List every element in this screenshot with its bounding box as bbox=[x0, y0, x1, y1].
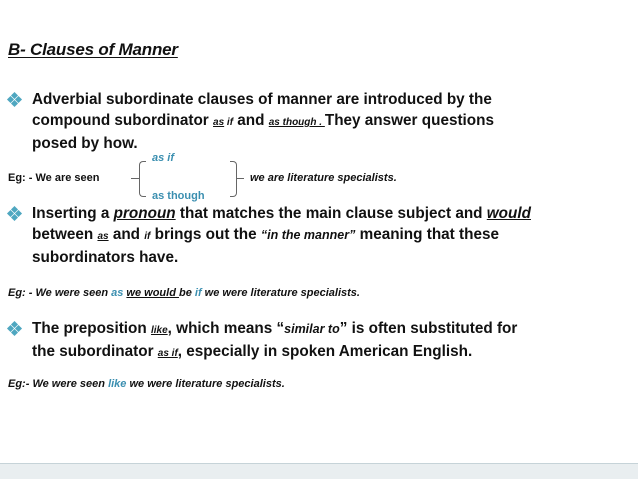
bullet-3-line-2 bbox=[32, 341, 517, 364]
example-1-suffix: we are literature specialists. bbox=[250, 172, 397, 184]
text-span: we were literature specialists. bbox=[126, 378, 285, 390]
if-keyword: if bbox=[224, 117, 234, 128]
bullet-3-text bbox=[32, 318, 517, 364]
slide-title: B- Clauses of Manner bbox=[8, 40, 178, 59]
pronoun-word: pronoun bbox=[113, 205, 176, 222]
example-2 bbox=[8, 287, 360, 299]
example-1-option-as-if: as if bbox=[152, 152, 175, 164]
diamond-bullet-icon bbox=[8, 207, 22, 221]
if-keyword: if bbox=[144, 231, 151, 242]
would-word: would bbox=[486, 205, 531, 222]
bullet-1-line-2 bbox=[32, 110, 494, 133]
as-though-keyword: as though . bbox=[268, 117, 325, 128]
diamond-bullet-icon bbox=[8, 93, 22, 107]
text-span: between bbox=[32, 226, 98, 243]
as-word: as bbox=[111, 287, 124, 299]
in-the-manner-phrase: “in the manner” bbox=[260, 228, 356, 242]
bullet-1 bbox=[8, 89, 628, 155]
text-span: that matches the main clause subject and bbox=[175, 205, 487, 222]
left-bracket bbox=[139, 161, 146, 197]
as-if-keyword: as bbox=[213, 117, 225, 128]
right-bracket bbox=[230, 161, 237, 197]
bullet-1-line-1: Adverbial subordinate clauses of manner are introduced by the bbox=[32, 91, 492, 108]
right-bracket-tick bbox=[236, 178, 244, 179]
text-span: , which means “ bbox=[167, 320, 285, 337]
left-bracket-tick bbox=[131, 178, 139, 179]
bullet-1-text bbox=[32, 89, 494, 154]
as-if-keyword: as if bbox=[157, 348, 178, 359]
example-3 bbox=[8, 378, 285, 390]
if-word: if bbox=[194, 287, 202, 299]
bullet-2-line-1 bbox=[32, 203, 531, 224]
bullet-2-line-3: subordinators have. bbox=[32, 249, 179, 266]
text-span: and bbox=[233, 112, 269, 129]
bullet-3 bbox=[8, 318, 628, 362]
as-keyword: as bbox=[97, 231, 109, 242]
example-1-prefix: Eg: - We are seen bbox=[8, 172, 100, 184]
diamond-bullet-icon bbox=[8, 322, 22, 336]
text-span: ” is often substituted for bbox=[339, 320, 518, 337]
text-span: be bbox=[178, 287, 195, 299]
text-span: meaning that these bbox=[355, 226, 499, 243]
similar-to-phrase: similar to bbox=[284, 322, 340, 336]
bottom-bar bbox=[0, 463, 638, 479]
bullet-2-text bbox=[32, 203, 531, 268]
text-span: Eg: - We were seen bbox=[8, 287, 112, 299]
bullet-1-line-3: posed by how. bbox=[32, 135, 138, 152]
text-span: Inserting a bbox=[32, 205, 114, 222]
bullet-3-line-1 bbox=[32, 318, 517, 341]
text-span: we were literature specialists. bbox=[201, 287, 360, 299]
text-span: compound subordinator bbox=[32, 112, 214, 129]
text-span: Eg:- We were seen bbox=[8, 378, 109, 390]
bullet-2-line-2 bbox=[32, 224, 531, 247]
text-span: They answer questions bbox=[324, 112, 495, 129]
text-span: the subordinator bbox=[32, 343, 158, 360]
we-would-phrase: we would bbox=[126, 287, 179, 299]
text-span: brings out the bbox=[150, 226, 261, 243]
like-keyword: like bbox=[150, 325, 168, 336]
text-span: and bbox=[108, 226, 145, 243]
example-1-option-as-though: as though bbox=[152, 190, 205, 202]
bullet-2 bbox=[8, 203, 630, 269]
text-span: , especially in spoken American English. bbox=[177, 343, 473, 360]
like-word: like bbox=[108, 378, 127, 390]
text-span: The preposition bbox=[32, 320, 151, 337]
